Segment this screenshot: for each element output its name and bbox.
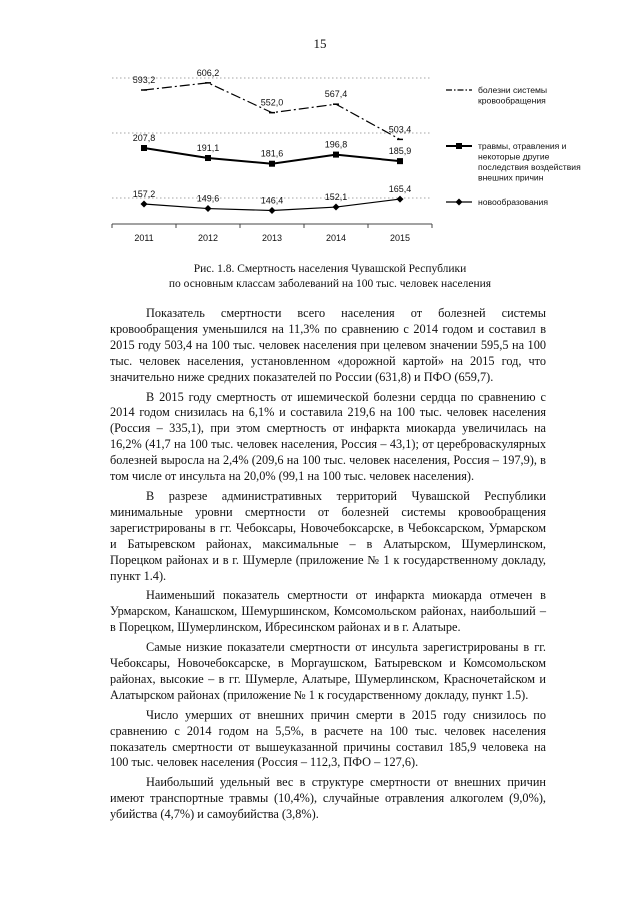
paragraph-1: Показатель смертности всего населения от болезней системы кровообращения уменьшился на 11,3% по сравнению с 2014 годом и составил в 2015 году 503,4 на 100 тыс. человек населения при целевом значении 595,5 на 100 тыс. человек населения, установленном «дорожной картой» на 2015 год, что значительно ниже средних показателей по России (631,8) и ПФО (659,7). [110, 306, 546, 384]
series-2-data-label-2013: 181,6 [260, 148, 284, 159]
chart-series [133, 68, 412, 214]
series-3-marker-2014 [333, 204, 340, 211]
series-3-marker-2015 [397, 196, 404, 203]
caption-line-1: Рис. 1.8. Смертность населения Чувашской Республики [193, 263, 467, 275]
series-1-data-label-2013: 552,0 [260, 97, 284, 108]
legend-label-3-line-1: новообразования [478, 197, 549, 207]
paragraph-3: В разрезе административных территорий Чувашской Республики минимальные уровни смертности от болезней системы кровообращения зарегистрированы в гг. Чебоксары, Новочебоксарске, в Чебоксарском, Урмарском и Батыревском районах, максимальные – в Алатырском, Шумерлинском, Порецком районах и в г. Шумерле (приложение № 1 к государственному докладу, пункт 1.4). [110, 488, 546, 583]
page-number: 15 [313, 36, 327, 51]
series-2-data-label-2014: 196,8 [324, 139, 348, 150]
paragraph-6: Число умерших от внешних причин смерти в 2015 году снизилось по сравнению с 2014 годом на 5,5%, в расчете на 100 тыс. человек населения показатель смертности от вышеуказанной причины составил 185,9 человека на 100 тыс. человек населения (Россия – 112,3, ПФО – 127,6). [110, 707, 546, 770]
chart-x-axis [112, 224, 432, 243]
series-2-data-label-2012: 191,1 [196, 143, 220, 154]
x-tick-label-2011: 2011 [134, 233, 154, 243]
mortality-line-chart [108, 67, 581, 248]
series-1-data-label-2015: 503,4 [388, 124, 412, 135]
x-tick-label-2012: 2012 [197, 233, 219, 243]
legend-label-2-line-3: последствия воздействия [478, 162, 581, 172]
paragraph-5: Самые низкие показатели смертности от инсульта зарегистрированы в гг. Чебоксары, Новочебоксарске, в Моргаушском, Батыревском и Комсомольском районах, высокие – в гг. Шумерле, Алатыре, Шумерлинском, Красночетайском и Алатырском районах (приложение № 1 к государственному докладу, пункт 1.5). [110, 640, 546, 702]
x-tick-label-2013: 2013 [261, 233, 283, 243]
body-text [110, 306, 546, 827]
series-2-marker-2013 [269, 161, 275, 167]
series-1-data-label-2012: 606,2 [196, 67, 220, 78]
paragraph-2: В 2015 году смертность от ишемической болезни сердца по сравнению с 2014 годом снизилась на 6,1% и составила 219,6 на 100 тыс. человек населения (Россия – 335,1), при этом смертность от инфаркта миокарда увеличилась на 16,2% (41,7 на 100 тыс. человек населения, Россия – 43,1); от цереброваскулярных болезней выросла на 2,4% (209,6 на 100 тыс. человек населения, Россия – 197,9), в том числе от инсульта на 20,0% (99,1 на 100 тыс. человек населения). [110, 389, 546, 484]
series-line-1 [144, 83, 400, 140]
legend-marker-3 [456, 199, 463, 206]
series-3-marker-2013 [269, 207, 276, 214]
legend-label-2-line-2: некоторые другие [478, 151, 550, 162]
paragraph-4: Наименьший показатель смертности от инфаркта миокарда отмечен в Урмарском, Канашском, Шемуршинском, Комсомольском районах, наибольший – в Порецком, Шумерлинском, Ибресинском районах и в г. Алатыре. [110, 588, 546, 635]
series-2-marker-2011 [141, 145, 147, 151]
series-2-data-label-2011: 207,8 [132, 133, 156, 143]
series-3-marker-2011 [141, 201, 148, 208]
caption-line-2: по основным классам заболеваний на 100 тыс. человек населения [168, 278, 492, 290]
series-2-marker-2015 [397, 158, 403, 164]
series-2-marker-2014 [333, 152, 339, 158]
series-2-marker-2012 [205, 155, 211, 161]
chart-grid [112, 78, 432, 198]
series-3-data-label-2011: 157,2 [132, 189, 156, 199]
legend-marker-2 [456, 143, 462, 149]
series-2-data-label-2015: 185,9 [388, 146, 412, 157]
series-3-data-label-2015: 165,4 [388, 184, 412, 195]
legend-label-2-line-4: внешних причин [478, 172, 544, 183]
x-tick-label-2014: 2014 [325, 233, 347, 243]
legend-label-2-line-1: травмы, отравления и [478, 141, 567, 151]
series-1-data-label-2014: 567,4 [324, 89, 348, 100]
series-3-data-label-2012: 149,6 [196, 193, 220, 204]
series-1-data-label-2011: 593,2 [132, 75, 156, 85]
series-3-marker-2012 [205, 205, 212, 212]
paragraph-7: Наибольший удельный вес в структуре смертности от внешних причин имеют транспортные травмы (10,4%), случайные отравления алкоголем (9,0%), убийства (4,7%) и самоубийства (3,8%). [110, 775, 546, 822]
legend-label-1-line-2: кровообращения [478, 95, 546, 106]
series-3-data-label-2013: 146,4 [260, 195, 284, 206]
chart-legend [446, 85, 581, 207]
figure-caption [100, 262, 560, 292]
x-tick-label-2015: 2015 [389, 233, 411, 243]
legend-label-1-line-1: болезни системы [478, 85, 548, 95]
series-3-data-label-2014: 152,1 [324, 192, 348, 203]
